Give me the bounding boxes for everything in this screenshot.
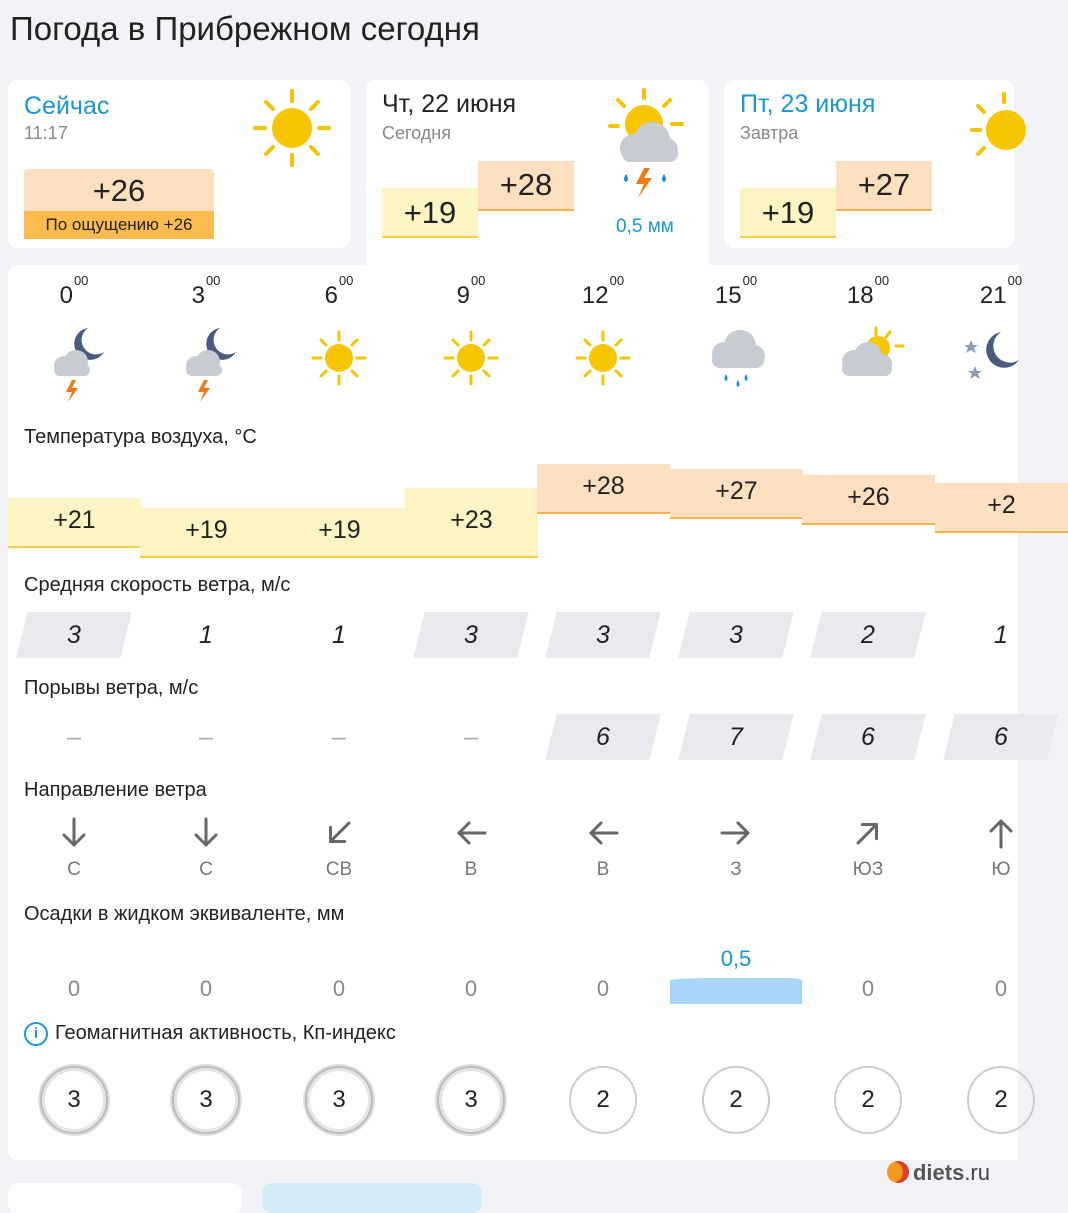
section-wind-label: Средняя скорость ветра, м/с xyxy=(24,574,291,596)
direction-label: ЮЗ xyxy=(852,859,884,880)
cloud-rain-icon xyxy=(696,318,776,400)
sun-cloud-icon xyxy=(828,318,908,400)
wind-direction xyxy=(8,815,140,881)
wind-speed-cell: 3 xyxy=(411,612,531,658)
wind-direction xyxy=(537,815,669,881)
sun-icon xyxy=(964,90,1034,170)
arrow-icon xyxy=(983,815,1019,851)
wind-direction xyxy=(802,815,934,881)
wind-gust-cell: 7 xyxy=(676,714,796,760)
sun-icon xyxy=(431,318,511,400)
day-card-today[interactable] xyxy=(366,80,709,268)
arrow-icon xyxy=(850,815,886,851)
section-geo-label: Геомагнитная активность, Кп-индекс xyxy=(55,1022,396,1044)
wind-gust-cell: – xyxy=(332,723,346,751)
arrow-icon xyxy=(718,815,754,851)
wind-speed-cell: 3 xyxy=(14,612,134,658)
wind-speed-cell: 1 xyxy=(199,621,213,649)
temp-cell: +27 xyxy=(670,469,803,519)
kp-index-badge: 2 xyxy=(834,1066,902,1134)
temp-cell: +21 xyxy=(8,498,141,548)
wind-direction xyxy=(670,815,802,881)
day-high-temp: +28 xyxy=(478,161,574,211)
direction-label: Ю xyxy=(991,859,1011,880)
hour-label: $15^{00}$ xyxy=(714,273,758,309)
temp-cell: +23 xyxy=(405,488,538,558)
now-temp: +26 xyxy=(92,173,146,208)
direction-label: С xyxy=(199,859,213,880)
temp-cell: +19 xyxy=(273,508,406,558)
sun-icon xyxy=(252,88,332,168)
wind-gust-cell: – xyxy=(464,723,478,751)
direction-label: З xyxy=(730,859,742,880)
precip-cell: 0 xyxy=(199,976,213,1001)
section-prec-label: Осадки в жидком эквиваленте, мм xyxy=(24,903,345,925)
precip-cell: 0 xyxy=(332,976,346,1001)
now-temp-box xyxy=(24,169,214,239)
direction-label: В xyxy=(464,859,478,880)
kp-index-badge: 2 xyxy=(702,1066,770,1134)
day-title: Пт, 23 июня xyxy=(740,90,876,118)
page-title: Погода в Прибрежном сегодня xyxy=(10,10,480,47)
arrow-icon xyxy=(585,815,621,851)
hour-label: $9^{00}$ xyxy=(456,273,486,309)
wind-gust-cell: 6 xyxy=(941,714,1061,760)
hour-label: $6^{00}$ xyxy=(324,273,354,309)
kp-index-badge: 3 xyxy=(437,1066,505,1134)
kp-index-badge: 2 xyxy=(569,1066,637,1134)
day-high-temp: +27 xyxy=(836,161,932,211)
wind-gust-cell: – xyxy=(67,723,81,751)
hour-label: $21^{00}$ xyxy=(979,273,1023,309)
wind-speed-cell: 1 xyxy=(332,621,346,649)
hour-label: $0^{00}$ xyxy=(59,273,89,309)
wind-direction xyxy=(273,815,405,881)
day-subtitle: Сегодня xyxy=(382,123,451,143)
arrow-icon xyxy=(321,815,357,851)
precip-cell: 0 xyxy=(861,976,875,1001)
section-temp-label: Температура воздуха, °C xyxy=(24,426,257,448)
arrow-icon xyxy=(188,815,224,851)
bottom-tab-1[interactable] xyxy=(8,1183,242,1213)
temp-cell: +26 xyxy=(802,475,935,525)
section-dir-label: Направление ветра xyxy=(24,779,207,801)
day-card-tomorrow[interactable] xyxy=(724,80,1014,248)
temp-cell: +19 xyxy=(140,508,273,558)
sun-icon xyxy=(563,318,643,400)
now-time: 11:17 xyxy=(24,123,68,143)
precip-cell: 0 xyxy=(67,976,81,1001)
apple-logo-icon xyxy=(887,1161,909,1183)
hour-label: $3^{00}$ xyxy=(191,273,221,309)
wind-direction xyxy=(140,815,272,881)
precip-bar-value: 0,5 xyxy=(720,946,752,971)
wind-speed-cell: 2 xyxy=(808,612,928,658)
day-title: Чт, 22 июня xyxy=(382,90,517,118)
moon-cloud-thunder-icon xyxy=(34,318,114,400)
direction-label: С xyxy=(67,859,81,880)
hour-label: $12^{00}$ xyxy=(581,273,625,309)
arrow-icon xyxy=(453,815,489,851)
day-precip: 0,5 мм xyxy=(616,216,674,237)
wind-direction xyxy=(935,815,1067,881)
watermark: diets.ru xyxy=(887,1160,990,1186)
wind-speed-cell: 1 xyxy=(994,621,1008,649)
precip-bar xyxy=(670,978,802,1004)
precip-cell: 0 xyxy=(596,976,610,1001)
hour-label: $18^{00}$ xyxy=(846,273,890,309)
wind-speed-cell: 3 xyxy=(676,612,796,658)
moon-stars-icon xyxy=(961,318,1041,400)
day-subtitle: Завтра xyxy=(740,123,799,143)
temp-cell: +28 xyxy=(537,464,670,514)
bottom-tab-2[interactable] xyxy=(262,1183,482,1213)
kp-index-badge: 3 xyxy=(40,1066,108,1134)
now-card[interactable] xyxy=(8,80,350,248)
temp-cell: +2 xyxy=(935,483,1068,533)
wind-speed-cell: 3 xyxy=(543,612,663,658)
info-icon[interactable]: i xyxy=(24,1022,48,1046)
section-gust-label: Порывы ветра, м/с xyxy=(24,677,199,699)
precip-cell: 0 xyxy=(994,976,1008,1001)
sun-icon xyxy=(299,318,379,400)
wind-gust-cell: 6 xyxy=(808,714,928,760)
precip-cell: 0 xyxy=(464,976,478,1001)
wind-gust-cell: – xyxy=(199,723,213,751)
kp-index-badge: 3 xyxy=(172,1066,240,1134)
kp-index-badge: 3 xyxy=(305,1066,373,1134)
day-low-temp: +19 xyxy=(740,188,836,238)
kp-index-badge: 2 xyxy=(967,1066,1035,1134)
direction-label: СВ xyxy=(325,859,353,880)
day-low-temp: +19 xyxy=(382,188,478,238)
wind-direction xyxy=(405,815,537,881)
feels-like: По ощущению +26 xyxy=(24,211,214,239)
arrow-icon xyxy=(56,815,92,851)
now-label: Сейчас xyxy=(24,92,110,120)
wind-gust-cell: 6 xyxy=(543,714,663,760)
moon-cloud-thunder-icon xyxy=(166,318,246,400)
sun-cloud-thunder-rain-icon xyxy=(606,86,692,206)
direction-label: В xyxy=(596,859,610,880)
